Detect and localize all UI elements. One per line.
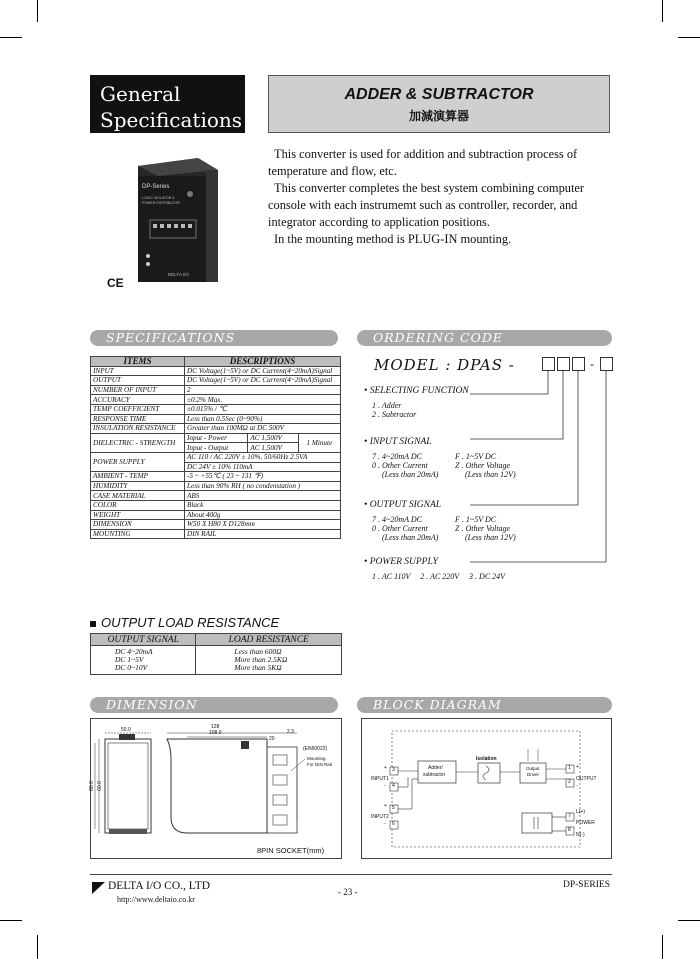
selecting-function-item: 2 . Subtractor (372, 410, 417, 419)
output-signal-title: • OUTPUT SIGNAL (364, 500, 442, 510)
crop-mark (37, 935, 38, 959)
polarity-minus: - (384, 821, 386, 827)
spec-desc: Less than 90% RH ( no condenstation ) (185, 481, 341, 491)
dim-height1: 80.0 (88, 781, 95, 791)
specifications-table (90, 356, 341, 539)
selecting-function-title: • SELECTING FUNCTION (364, 386, 469, 396)
pin-number: 5 (392, 805, 395, 811)
product-label-line3: POWER DISTRIBUTOR (142, 201, 180, 205)
load-signal: DC 4~20mA (115, 647, 153, 656)
output-load-title-text: OUTPUT LOAD RESISTANCE (101, 615, 280, 630)
spec-item: POWER SUPPLY (91, 452, 185, 471)
crop-mark (0, 920, 22, 921)
product-label-series: DP-Series (142, 184, 170, 190)
block-adder-label2: subtractor (423, 772, 446, 778)
model-code: MODEL : DPAS - (374, 356, 515, 374)
dim-depth2: 108.0 (209, 730, 222, 736)
intro-text (268, 146, 618, 248)
dimension-header: DIMENSION (90, 697, 338, 713)
general-line1: General (100, 82, 181, 106)
spec-item: WEIGHT (91, 510, 185, 520)
input-signal-left: (Less than 20mA) (382, 470, 439, 479)
load-signals-cell (91, 646, 196, 675)
block-diagram-header: BLOCK DIAGRAM (357, 697, 612, 713)
spec-desc: AC 1,500V (248, 433, 298, 443)
input-signal-title: • INPUT SIGNAL (364, 437, 432, 447)
series-label: DP-SERIES (563, 880, 610, 890)
spec-desc: About 400g (185, 510, 341, 520)
spec-desc: -5 ~ +55℃ ( 23 ~ 131 ℉) (185, 472, 341, 482)
load-resistance: More than 2.5KΩ (234, 655, 288, 664)
general-line2: Specifications (100, 108, 243, 132)
spec-item: OUTPUT (91, 376, 185, 386)
input-signal-left: 0 . Other Current (372, 461, 428, 470)
pin-number: 4 (392, 783, 395, 789)
spec-item: MOUNTING (91, 529, 185, 539)
spec-item: DIELECTRIC - STRENGTH (91, 433, 185, 452)
spec-desc: 2 (185, 385, 341, 395)
spec-item: TEMP COEFFICIENT (91, 404, 185, 414)
footer-rule (90, 874, 612, 875)
spec-desc: ABS (185, 491, 341, 501)
spec-desc: Input - Power (185, 433, 248, 443)
spec-desc: DC Voltage(1~5V) or DC Current(4~20mA)Signal (185, 366, 341, 376)
title-box (268, 75, 610, 133)
dim-20: 20 (269, 736, 275, 742)
spec-item: CASE MATERIAL (91, 491, 185, 501)
power-supply-title: • POWER SUPPLY (364, 557, 438, 567)
block-input1-label: INPUT1 (371, 776, 389, 782)
load-signal: DC 0~10V (115, 663, 148, 672)
block-output-label: OUTPUT (576, 776, 597, 782)
spec-desc: AC 110 / AC 220V ± 10%, 50/60Hz 2.5VA (185, 452, 341, 462)
output-signal-right: (Less than 12V) (465, 533, 516, 542)
block-diagram-drawing (362, 719, 611, 858)
company-url: http://www.deltaio.co.kr (117, 895, 195, 904)
block-output-driver-label2: Driver (527, 772, 539, 777)
spec-desc: DC Voltage(1~5V) or DC Current(4~20mA)Signal (185, 376, 341, 386)
spec-desc: 1 Minute (298, 433, 340, 452)
polarity-plus: + (384, 803, 387, 809)
block-isolation-label: Isolation (476, 756, 497, 762)
company-name: DELTA I/O CO., LTD (108, 880, 211, 892)
pin-number: 2 (568, 779, 571, 785)
spec-desc: ±0.2% Max. (185, 395, 341, 405)
spec-item: COLOR (91, 500, 185, 510)
output-signal-left: (Less than 20mA) (382, 533, 439, 542)
code-dash: - (590, 357, 594, 371)
spec-desc: Input - Output (185, 443, 248, 453)
block-n-minus: N(-) (576, 832, 585, 838)
product-image (128, 148, 224, 286)
page-subtitle: 加減演算器 (408, 109, 469, 123)
pin-number: 7 (568, 813, 571, 819)
spec-item: HUMIDITY (91, 481, 185, 491)
page-title: ADDER & SUBTRACTOR (344, 86, 534, 103)
input-signal-right: F . 1~5V DC (455, 452, 497, 461)
product-brand: DELTA I/O (168, 272, 189, 277)
ce-mark: CE (107, 276, 124, 290)
pin-number: 1 (568, 765, 571, 771)
spec-desc: DC 24V ± 10% 110mA (185, 462, 341, 472)
output-load-title (90, 615, 279, 630)
spec-item: AMBIENT - TEMP (91, 472, 185, 482)
load-col-resistance: LOAD RESISTANCE (196, 634, 342, 646)
block-l-plus: L(+) (576, 809, 586, 815)
crop-mark (37, 0, 38, 22)
dim-mounting1: Mounting (307, 756, 326, 761)
dimension-panel (90, 718, 342, 859)
spec-item: INSULATION RESISTANCE (91, 424, 185, 434)
spec-item: INPUT (91, 366, 185, 376)
polarity-minus: - (384, 783, 386, 789)
product-label-line2: LOGIC ISOLATOR & (142, 196, 175, 200)
output-signal-left: 0 . Other Current (372, 524, 428, 533)
block-adder-label: Adder/ (428, 765, 443, 771)
load-resist-cell (196, 646, 342, 675)
socket-label: 8PIN SOCKET(mm) (257, 846, 325, 855)
dim-mounting2: For DIN Rail (307, 762, 332, 767)
polarity-plus: + (384, 765, 387, 771)
load-resistance: More than 5KΩ (234, 663, 282, 672)
load-resistance: Less than 600Ω (234, 647, 282, 656)
crop-mark (662, 935, 663, 959)
load-signal: DC 1~5V (115, 655, 144, 664)
output-signal-left: 7 . 4~20mA DC (372, 515, 422, 524)
crop-mark (662, 0, 663, 22)
selecting-function-item: 1 . Adder (372, 401, 402, 410)
polarity-plus: + (576, 764, 579, 770)
spec-desc: Less than 0.5Sec (0~90%) (185, 414, 341, 424)
output-signal-right: F . 1~5V DC (455, 515, 497, 524)
load-table (90, 633, 342, 675)
block-diagram-panel (361, 718, 612, 859)
output-signal-right: Z . Other Voltage (455, 524, 511, 533)
pin-number: 6 (392, 821, 395, 827)
block-power-label: POWER (576, 820, 595, 826)
block-output-driver-label: Output (526, 766, 540, 771)
dim-height2: 60.0 (96, 781, 103, 791)
spec-desc: AC 1,500V (248, 443, 298, 453)
dim-23: 2.3 (287, 729, 294, 735)
pin-number: 3 (392, 767, 395, 773)
polarity-minus: - (576, 783, 578, 789)
spec-item: ACCURACY (91, 395, 185, 405)
power-supply-items: 1 . AC 110V 2 . AC 220V 3 . DC 24V (372, 572, 506, 581)
load-col-signal: OUTPUT SIGNAL (91, 634, 196, 646)
spec-item: NUMBER OF INPUT (91, 385, 185, 395)
ordering-code-header: ORDERING CODE (357, 330, 612, 346)
spec-desc: DIN RAIL (185, 529, 341, 539)
dim-en50022: (EN50022) (303, 746, 328, 752)
page-number: - 23 - (338, 887, 358, 897)
spec-desc: Greater than 100MΩ at DC 500V (185, 424, 341, 434)
crop-mark (0, 37, 22, 38)
crop-mark (678, 37, 700, 38)
dim-width: 50.0 (121, 727, 131, 733)
input-signal-right: (Less than 12V) (465, 470, 516, 479)
spec-desc: Black (185, 500, 341, 510)
intro-paragraph: In the mounting method is PLUG-IN mounting. (274, 232, 512, 246)
company-logo (92, 881, 105, 893)
intro-paragraph: This converter completes the best system combining computer console with each instrumemt such as controller, recorder, and integrator according to application positions. (268, 181, 585, 229)
specifications-header: SPECIFICATIONS (90, 330, 338, 346)
spec-desc: W50 X H80 X D128mm (185, 520, 341, 530)
pin-number: 8 (568, 827, 571, 833)
input-signal-left: 7 . 4~20mA DC (372, 452, 422, 461)
input-signal-right: Z . Other Voltage (455, 461, 511, 470)
dim-depth1: 128 (211, 724, 220, 730)
spec-desc: ±0.015% / ℃ (185, 404, 341, 414)
intro-paragraph: This converter is used for addition and subtraction process of temperature and flow, etc. (268, 147, 578, 178)
spec-item: DIMENSION (91, 520, 185, 530)
general-specifications-label (90, 75, 245, 133)
block-input2-label: INPUT2 (371, 814, 389, 820)
col-items: ITEMS (91, 357, 185, 367)
col-descriptions: DESCRIPTIONS (185, 357, 341, 367)
crop-mark (678, 920, 700, 921)
dimension-drawing (88, 719, 341, 858)
bullet-square (90, 621, 96, 627)
spec-item: RESPONSE TIME (91, 414, 185, 424)
